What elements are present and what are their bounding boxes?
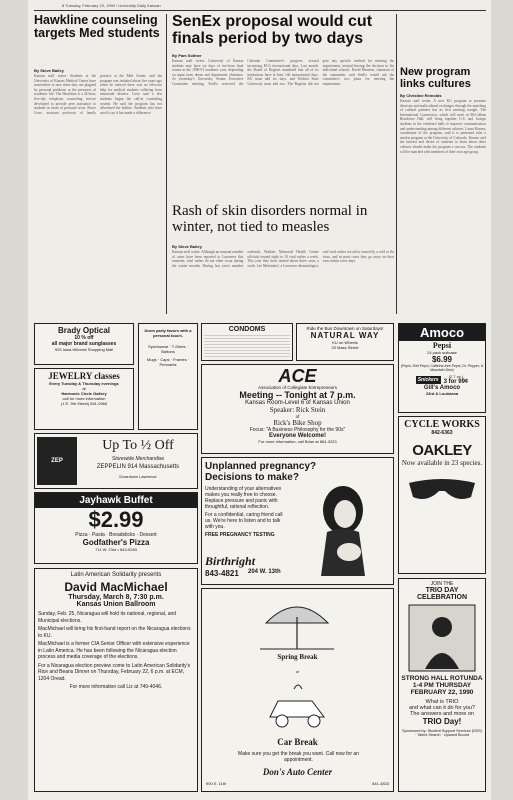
ace-place: Kansas Room-Level 6 of Kansas Union	[245, 400, 350, 406]
hawkline-body: Kansan staff writer. Students at the University of Kansas Medical Center have somewhere to turn when they are plagued by personal problems or the pressures of academic life. The Hawkline is a 24-hour, five-day telephone counseling service developed to provide peer assistance to students in times of personal crisis. Bruce Liese, assistant professor of family practice at the Med Center, said the program was initiated about five years ago when he noticed there was no effective help for medical students suffering from emotional distress. Liese said a few students began the call-in counseling system. He said the program has not advertised the hotline. Students who have used it say it has made a difference.	[34, 74, 162, 115]
ace-speaker: Speaker: Rick Stein	[269, 406, 326, 414]
cycle-works-ad	[398, 416, 486, 574]
birthright-phone: 843-4821	[205, 569, 239, 578]
condoms-fine-print	[204, 335, 290, 357]
snickers-deal: 3 for 99¢	[443, 379, 469, 385]
senex-body: Kansan staff writer. University of Kansas students may have six days of two-hour final exams in the 1990-91 academic year, depending on input from deans and department chairmen. At yesterday's University Senate Executive Committee meeting, SenEx reviewed the Calendar Committee's progress toward increasing KU's instructional days. Last month, the Board of Regents mandated that all of its institutions have at least 146 instructional days. KU must add six days, and Wichita State University must add two. The Regents did not give any specific method for meeting the requirement, instead leaving the decision to the individual schools. David Dinneen, chairman of the committee, said SenEx would ask the committee's two plans for meeting the requirement.	[172, 59, 394, 86]
amoco-logo: Amoco	[399, 324, 485, 341]
zeppelin-title: Up To ½ Off	[102, 438, 174, 453]
latin-bullet: Sunday, Feb. 25, Nicaragua will hold its national, regional, and Municipal elections.	[38, 611, 177, 624]
amoco-pepsi: Pepsi	[432, 341, 452, 350]
jewelry-line: Harmonic Circle Gallery	[61, 391, 107, 396]
ride-bus-ad	[296, 323, 394, 361]
trio-question: The answers and more on	[410, 711, 474, 717]
buffet-price: $2.99	[88, 507, 144, 532]
birthright-test: FREE PREGNANCY TESTING	[205, 532, 275, 538]
trio-place: STRONG HALL ROTUNDA	[401, 675, 483, 682]
ace-company: Rick's Bike Shop	[273, 419, 322, 427]
condoms-ad	[201, 323, 293, 361]
rash-headline: Rash of skin disorders normal in winter, not tied to measles	[172, 203, 368, 235]
column-rule-right	[396, 14, 397, 314]
latin-solidarity-ad	[34, 568, 198, 792]
mother-illustration	[297, 480, 389, 580]
newprogram-body: Kansan staff writer. A new KU program to promote diversity and multicultural exchanges through the matching of cultural partners has its first meeting tonight. The International Connection, which will meet at McCollum Residence Hall, will bring together U.S. and foreign students in the residence halls to improve communication and understanding among different cultures. Laura Kinney, coordinator of the program, said it is patterned after a similar program at the University of Colorado. Kinney said the interest and desire of students to learn about other cultures should make the program a success. The students will be matched with members of their own age group.	[400, 99, 486, 154]
amoco-store: Gill's Amoco	[423, 385, 461, 391]
column-rule	[166, 14, 167, 314]
birthright-confidential: For a confidential, caring friend call us. We're here to listen and to talk with you.	[205, 512, 283, 530]
trio-join: JOIN THE	[430, 581, 454, 587]
cycle-works-title: CYCLE WORKS	[404, 419, 480, 430]
dorm-line: Dorm party favors with a personal touch.	[144, 328, 192, 338]
jewelry-line: at	[82, 386, 86, 391]
amoco-price: $6.99	[431, 355, 453, 364]
trio-day-ad	[398, 578, 486, 792]
buffet-title: Jayhawk Buffet	[35, 493, 197, 508]
trio-illustration	[407, 603, 477, 673]
ace-welcome: Everyone Welcome!	[269, 433, 326, 439]
jewelry-line: call for more information	[62, 396, 106, 401]
ride-name: NATURAL WAY	[310, 331, 380, 340]
jewelry-line: Every Tuesday & Thursday evenings	[49, 381, 119, 386]
amoco-ad	[398, 323, 486, 413]
latin-speaker: David MacMichael	[64, 580, 168, 594]
trio-question: What is TRIO	[425, 699, 459, 705]
newprogram-byline: By Christine Reinolds	[400, 93, 442, 98]
senex-byline: By Pam Soltner	[172, 53, 202, 58]
jewelry-line: (1 E. 9th Street) 841-0966	[60, 401, 108, 406]
header-rule	[34, 10, 486, 11]
sunglasses-icon	[407, 475, 477, 505]
trio-sponsor: Sponsored by: Student Support Services (SSS) · Talent Search · Upward Bound	[402, 729, 482, 737]
jewelry-title: JEWELRY classes	[48, 371, 120, 381]
ace-subtitle: Association of Collegiate Entrepreneurs	[257, 385, 338, 390]
latin-bullet: MacMichael will bring his first-hand report on the Nicaragua elections to KU.	[38, 626, 191, 639]
car-break-phone: 841-4833	[372, 781, 389, 786]
dorm-line: Sportswear · T-Shirts · Buttons	[148, 344, 188, 354]
trio-date: FEBRUARY 22, 1990	[410, 689, 474, 696]
trio-question: and what can it do for you?	[408, 705, 476, 711]
cycle-works-phone: 842-6363	[431, 430, 453, 436]
senex-headline: SenEx proposal would cut finals period by two days	[172, 13, 373, 47]
birthright-name: Birthright	[205, 554, 256, 568]
birthright-address: 204 W. 13th	[248, 569, 281, 575]
beach-umbrella-icon	[260, 597, 334, 651]
latin-where: Kansas Union Ballroom	[76, 601, 156, 608]
trio-day: TRIO Day!	[422, 717, 462, 726]
car-break-address: 900 E. 11th	[206, 781, 227, 786]
amoco-note: (Pepsi, Diet Pepsi, Caffeine-free Pepsi, Dr. Pepper, & Mountain Dew)	[400, 364, 484, 372]
oakley-logo: OAKLEY	[412, 442, 472, 459]
car-break-ad	[201, 588, 394, 792]
ride-title: Ride the Bus Downtown on Saturdays!	[306, 326, 384, 331]
broken-car-icon	[266, 681, 330, 733]
latin-bullet: MacMichael is a former CIA Senior Officer with extensive experience in Latin America. He has been following the Nicaragua election process and media coverage of the elections.	[38, 641, 190, 660]
car-break-or: or	[295, 669, 300, 674]
jewelry-classes-ad	[34, 368, 134, 430]
latin-title: Latin American Solidarity presents	[70, 572, 162, 578]
ace-logo: ACE	[278, 366, 317, 386]
hawkline-byline: By Steve Bailey	[34, 68, 64, 73]
amoco-pack: 24 pack suitcase	[427, 350, 457, 355]
brady-title: Brady Optical	[57, 326, 110, 335]
ride-line: KU on Wheels	[332, 340, 358, 345]
newprogram-headline: New program links cultures	[400, 66, 471, 90]
rash-body: Kansan staff writer. Although an unusual number of cases have been reported to Lawrence this semester, viral rashes do not often occur during the winter months. During last year's measles outbreak, Watkins Memorial Health Center officials treated eight to 10 viral rashes a week. This year they have treated about three cases a week. Lee Mittendorf, a Lawrence dermatologist, said viral rashes are often caused by a cold or flu virus, and in most cases they go away on their own within a few days.	[172, 250, 394, 268]
ace-info: For more information, call Brian at 864-3223	[258, 439, 337, 444]
ace-meeting: Meeting -- Tonight at 7 p.m.	[239, 390, 356, 400]
zeppelin-line: ZEPPELIN 914 Massachusetts	[96, 464, 180, 470]
rash-byline: By Steve Bailey	[172, 244, 202, 249]
brady-optical-ad	[34, 323, 134, 365]
jayhawk-buffet-ad	[34, 492, 198, 564]
dorm-line: Mugs · Caps · Frames · Pennants	[146, 357, 190, 367]
snickers-size: (2.7 oz.)	[448, 374, 464, 379]
hawkline-headline: Hawkline counseling targets Med students	[34, 13, 160, 41]
buffet-line: Pizza · Pasta · Breadsticks · Dessert	[75, 532, 157, 538]
car-break-body: Make sure you get the break you want. Call now for an appointment.	[238, 751, 359, 763]
brady-line: 925 Iowa-Hillcrest Shopping Mall	[54, 347, 114, 352]
condoms-title: CONDOMS	[228, 326, 266, 333]
brady-line: all major brand sunglasses	[51, 341, 117, 347]
birthright-title: Unplanned pregnancy? Decisions to make?	[205, 461, 317, 483]
buffet-line: 711 W. 23rd • 843-0283	[95, 547, 137, 552]
trio-time: 1-4 PM THURSDAY	[412, 682, 472, 689]
amoco-address: 23rd & Louisiana	[425, 391, 459, 396]
latin-footer: For more information call Liz at 749-4046.	[69, 684, 163, 690]
ace-focus: Focus: "A Business Philosophy for the 90s"	[249, 427, 346, 433]
zeppelin-line: Downtown Lawrence	[119, 474, 157, 479]
birthright-ad	[201, 457, 394, 585]
trio-title: TRIO DAY CELEBRATION	[416, 587, 468, 601]
oakley-tagline: Now available in 23 species.	[401, 459, 483, 467]
zeppelin-sale-ad	[34, 433, 198, 489]
zeppelin-line: Storewide Merchandise	[111, 456, 165, 462]
snickers-logo: Snickers	[417, 376, 439, 383]
ace-of: of	[295, 414, 300, 419]
latin-bullet: For a Nicaragua election preview come to Latin American Solidarity's Rice and Beans Dinner on Thursday, February 22, 6 p.m. at ECM, 1204 Oread.	[38, 662, 191, 682]
buffet-line: Godfather's Pizza	[82, 538, 150, 547]
brady-line: 10 % off	[74, 335, 94, 341]
ace-meeting-ad	[201, 364, 394, 454]
page-header: 8 Tuesday, February 20, 1990 / University Daily Kansan	[62, 3, 161, 8]
ride-line: 20 Mass Street	[331, 345, 359, 350]
car-break-name: Don's Auto Center	[262, 767, 333, 777]
newspaper-page	[28, 0, 491, 800]
latin-when: Thursday, March 8, 7:30 p.m.	[68, 594, 164, 601]
car-break-title: Car Break	[277, 737, 318, 747]
birthright-body: Understanding of your alternatives makes you really free to choose. Replace pressure and panic with thoughtful, rational reflection.	[205, 486, 282, 510]
zeppelin-logo: ZEP	[37, 437, 77, 485]
spring-break-title: Spring Break	[277, 653, 318, 661]
dorm-favors-ad	[138, 323, 198, 430]
